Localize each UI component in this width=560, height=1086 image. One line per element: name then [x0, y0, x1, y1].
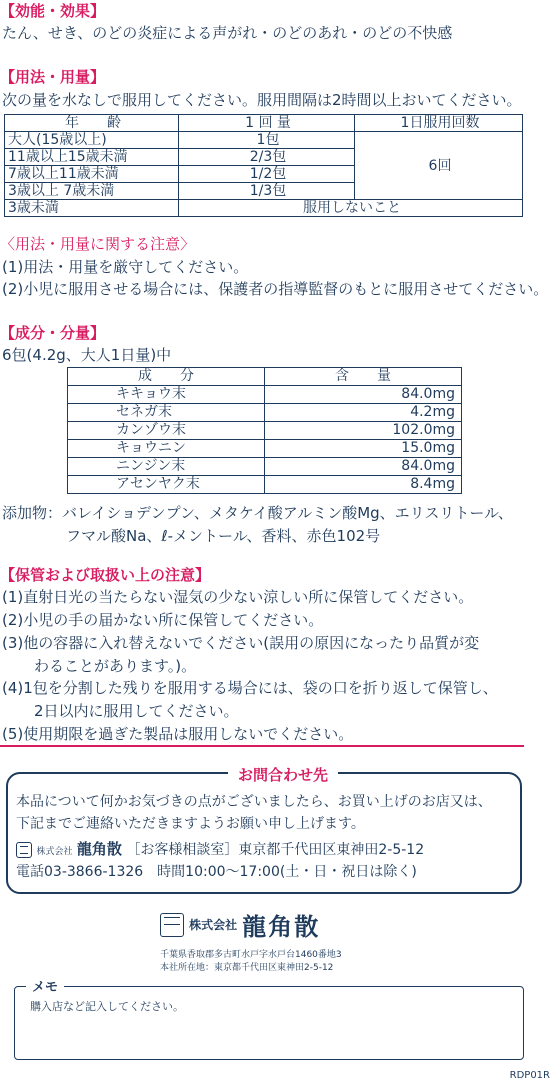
ingredients-heading: 【成分・分量】: [0, 324, 106, 342]
header-amount: 含 量: [265, 368, 462, 386]
footer-company-name: 龍角散: [242, 913, 321, 941]
ingredient-name: キキョウ末: [68, 386, 265, 404]
row-dose: 1/2包: [179, 166, 355, 183]
usage-note: (2)小児に服用させる場合には、保護者の指導監督のもとに服用させてください。: [2, 280, 549, 298]
ingredients-table: [67, 367, 462, 494]
ingredient-name: アセンヤク末: [68, 476, 265, 494]
ingredient-amount: 102.0mg: [265, 422, 462, 440]
usage-intro: 次の量を水なしで服用してください。服用間隔は2時間以上おいてください。: [2, 91, 522, 109]
row-dose: 1包: [179, 132, 355, 149]
company-logo-icon: [160, 913, 184, 937]
contact-heading: お問合わせ先: [228, 764, 338, 785]
ingredient-amount: 15.0mg: [265, 440, 462, 458]
memo-text: 購入店など記入してください。: [30, 1000, 184, 1013]
ingredient-name: ニンジン末: [68, 458, 265, 476]
row-age: 3歳未満: [5, 200, 179, 217]
contact-company: [16, 838, 424, 859]
header-times: 1日服用回数: [355, 115, 523, 132]
contact-phone: 電話03-3866-1326 時間10:00～17:00(土・日・祝日は除く): [16, 864, 417, 880]
product-code: RDP01R: [509, 1070, 550, 1081]
ingredient-name: カンゾウ末: [68, 422, 265, 440]
contact-company-small: 株式会社: [36, 847, 73, 857]
storage-item: (2)小児の手の届かない所に保管してください。: [2, 611, 324, 629]
ingredient-amount: 84.0mg: [265, 458, 462, 476]
contact-line1: 本品について何かお気づきの点がございましたら、お買い上げのお店又は、: [16, 794, 492, 810]
storage-item: (3)他の容器に入れ替えないでください(誤用の原因になったり品質が変: [2, 634, 480, 652]
footer-address2: 本社所在地：東京都千代田区東神田2-5-12: [160, 963, 334, 973]
storage-item: 2日以内に服用してください。: [34, 702, 239, 720]
section-divider: [0, 745, 524, 747]
footer-company-small: 株式会社: [189, 918, 238, 932]
header-ingredient: 成 分: [68, 368, 265, 386]
times-value: 6回: [355, 132, 523, 200]
ingredient-amount: 84.0mg: [265, 386, 462, 404]
storage-item: (5)使用期限を過ぎた製品は服用しないでください。: [2, 725, 354, 743]
usage-heading: 【用法・用量】: [0, 68, 106, 86]
row-under3-text: 服用しないこと: [179, 200, 523, 217]
effect-heading: 【効能・効果】: [0, 2, 106, 20]
storage-item: (1)直射日光の当たらない湿気の少ない涼しい所に保管してください。: [2, 588, 474, 606]
footer-company: [160, 907, 320, 942]
storage-item: (4)1包を分割した残りを服用する場合には、袋の口を折り返して保管し、: [2, 679, 498, 697]
memo-heading: メモ: [26, 976, 64, 995]
company-logo-icon: [16, 842, 32, 858]
row-dose: 1/3包: [179, 183, 355, 200]
header-age: 年 齢: [5, 115, 179, 132]
footer-address1: 千葉県香取郡多古町水戸字水戸台1460番地3: [160, 950, 342, 960]
row-age: 大人(15歳以上): [5, 132, 179, 149]
effect-text: たん、せき、のどの炎症による声がれ・のどのあれ・のどの不快感: [2, 24, 453, 42]
ingredient-amount: 4.2mg: [265, 404, 462, 422]
ingredient-name: セネガ末: [68, 404, 265, 422]
ingredients-intro: 6包(4.2g、大人1日量)中: [2, 346, 172, 364]
additives-line1: 添加物：バレイショデンプン、メタケイ酸アルミン酸Mg、エリスリトール、: [2, 504, 513, 522]
ingredient-name: キョウニン: [68, 440, 265, 458]
usage-note: (1)用法・用量を厳守してください。: [2, 258, 249, 276]
storage-heading: 【保管および取扱い上の注意】: [0, 566, 211, 584]
contact-line2: 下記までご連絡いただきますようお願い申し上げます。: [16, 816, 365, 832]
row-age: 3歳以上 7歳未満: [5, 183, 179, 200]
dosage-table: [4, 114, 523, 217]
additives-line2: フマル酸Na、ℓ-メントール、香料、赤色102号: [66, 527, 381, 545]
row-dose: 2/3包: [179, 149, 355, 166]
ingredient-amount: 8.4mg: [265, 476, 462, 494]
header-dose: 1 回 量: [179, 115, 355, 132]
row-age: 11歳以上15歳未満: [5, 149, 179, 166]
row-age: 7歳以上11歳未満: [5, 166, 179, 183]
usage-notes-heading: 〈用法・用量に関する注意〉: [0, 235, 196, 253]
contact-address: ［お客様相談室］東京都千代田区東神田2-5-12: [126, 842, 425, 858]
storage-item: わることがあります。)。: [34, 657, 197, 675]
contact-company-name: 龍角散: [76, 840, 122, 858]
